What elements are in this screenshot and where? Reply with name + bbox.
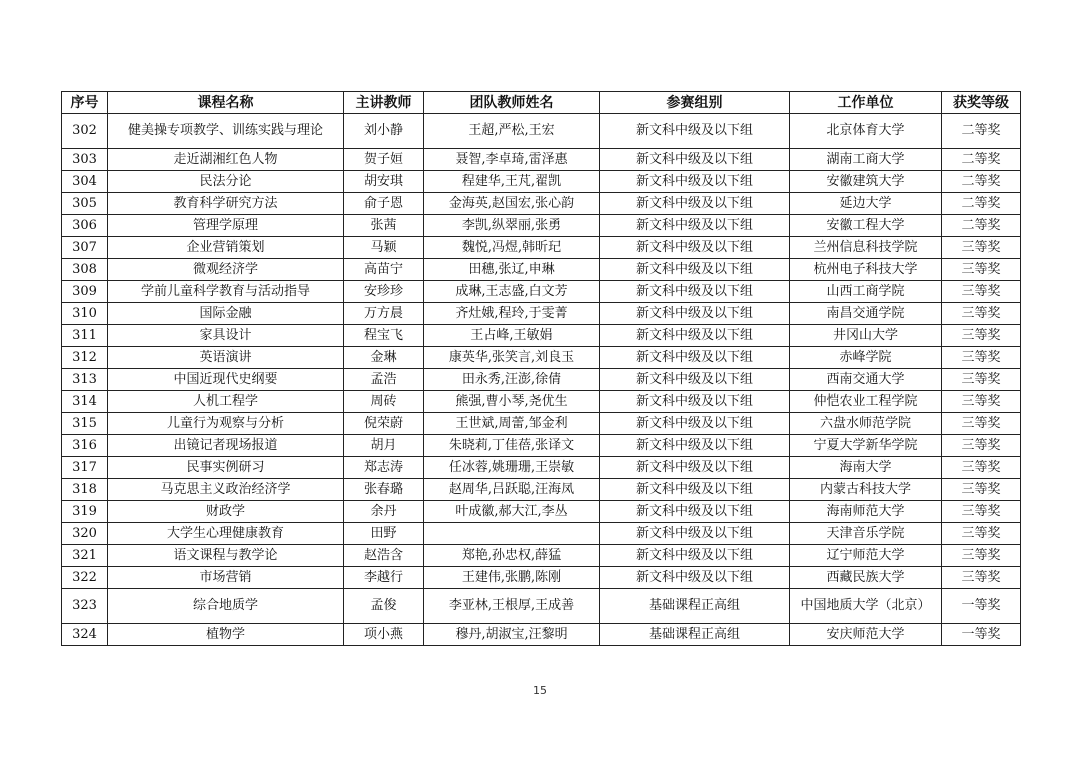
- cell-lead-teacher: 安珍珍: [344, 281, 424, 303]
- cell-lead-teacher: 余丹: [344, 501, 424, 523]
- cell-team-teachers: 任冰蓉,姚珊珊,王崇敏: [424, 457, 600, 479]
- cell-award-level: 二等奖: [942, 149, 1021, 171]
- cell-institution: 安庆师范大学: [790, 624, 942, 646]
- cell-institution: 海南大学: [790, 457, 942, 479]
- cell-index: 311: [62, 325, 108, 347]
- table-header-row: [62, 92, 1021, 114]
- cell-team-teachers: 程建华,王芃,翟凯: [424, 171, 600, 193]
- cell-group: 新文科中级及以下组: [600, 281, 790, 303]
- cell-index: 304: [62, 171, 108, 193]
- cell-group: 基础课程正高组: [600, 624, 790, 646]
- table-row: [62, 501, 1021, 523]
- cell-course-name: 英语演讲: [108, 347, 344, 369]
- cell-institution: 安徽建筑大学: [790, 171, 942, 193]
- cell-index: 307: [62, 237, 108, 259]
- cell-lead-teacher: 贺子姮: [344, 149, 424, 171]
- cell-award-level: 二等奖: [942, 215, 1021, 237]
- cell-lead-teacher: 高苗宁: [344, 259, 424, 281]
- cell-course-name: 教育科学研究方法: [108, 193, 344, 215]
- cell-index: 309: [62, 281, 108, 303]
- cell-award-level: 三等奖: [942, 325, 1021, 347]
- cell-course-name: 管理学原理: [108, 215, 344, 237]
- cell-team-teachers: 成琳,王志盛,白文芳: [424, 281, 600, 303]
- header-col-index: 序号: [62, 92, 108, 114]
- cell-index: 314: [62, 391, 108, 413]
- cell-institution: 内蒙古科技大学: [790, 479, 942, 501]
- cell-team-teachers: 魏悦,冯煜,韩昕玘: [424, 237, 600, 259]
- cell-course-name: 财政学: [108, 501, 344, 523]
- cell-group: 新文科中级及以下组: [600, 215, 790, 237]
- cell-award-level: 三等奖: [942, 545, 1021, 567]
- cell-index: 324: [62, 624, 108, 646]
- cell-team-teachers: 康英华,张笑言,刘良玉: [424, 347, 600, 369]
- cell-course-name: 民法分论: [108, 171, 344, 193]
- table-row: [62, 237, 1021, 259]
- cell-institution: 天津音乐学院: [790, 523, 942, 545]
- cell-course-name: 民事实例研习: [108, 457, 344, 479]
- cell-group: 新文科中级及以下组: [600, 114, 790, 149]
- cell-course-name: 走近湖湘红色人物: [108, 149, 344, 171]
- cell-institution: 湖南工商大学: [790, 149, 942, 171]
- cell-group: 新文科中级及以下组: [600, 347, 790, 369]
- cell-group: 新文科中级及以下组: [600, 303, 790, 325]
- cell-lead-teacher: 孟浩: [344, 369, 424, 391]
- cell-index: 321: [62, 545, 108, 567]
- cell-index: 310: [62, 303, 108, 325]
- cell-index: 303: [62, 149, 108, 171]
- cell-lead-teacher: 金琳: [344, 347, 424, 369]
- cell-course-name: 植物学: [108, 624, 344, 646]
- cell-institution: 兰州信息科技学院: [790, 237, 942, 259]
- table-row: [62, 369, 1021, 391]
- cell-lead-teacher: 刘小静: [344, 114, 424, 149]
- cell-course-name: 健美操专项教学、训练实践与理论: [108, 114, 344, 149]
- cell-group: 新文科中级及以下组: [600, 457, 790, 479]
- header-col-group: 参赛组别: [600, 92, 790, 114]
- cell-group: 新文科中级及以下组: [600, 545, 790, 567]
- cell-institution: 延边大学: [790, 193, 942, 215]
- cell-group: 新文科中级及以下组: [600, 325, 790, 347]
- cell-team-teachers: 齐灶娥,程玲,于雯菁: [424, 303, 600, 325]
- cell-lead-teacher: 周砖: [344, 391, 424, 413]
- table-row: [62, 391, 1021, 413]
- table-row: [62, 303, 1021, 325]
- table-row: [62, 149, 1021, 171]
- cell-award-level: 三等奖: [942, 347, 1021, 369]
- cell-award-level: 三等奖: [942, 567, 1021, 589]
- cell-course-name: 语文课程与教学论: [108, 545, 344, 567]
- cell-institution: 仲恺农业工程学院: [790, 391, 942, 413]
- table-row: [62, 589, 1021, 624]
- cell-team-teachers: 田穗,张辽,申琳: [424, 259, 600, 281]
- table-row: [62, 114, 1021, 149]
- cell-institution: 北京体育大学: [790, 114, 942, 149]
- cell-group: 新文科中级及以下组: [600, 149, 790, 171]
- cell-team-teachers: 郑艳,孙忠权,薛猛: [424, 545, 600, 567]
- cell-award-level: 三等奖: [942, 435, 1021, 457]
- cell-institution: 赤峰学院: [790, 347, 942, 369]
- cell-award-level: 三等奖: [942, 259, 1021, 281]
- table-row: [62, 624, 1021, 646]
- cell-index: 317: [62, 457, 108, 479]
- cell-lead-teacher: 赵浩含: [344, 545, 424, 567]
- cell-index: 319: [62, 501, 108, 523]
- cell-course-name: 微观经济学: [108, 259, 344, 281]
- cell-index: 315: [62, 413, 108, 435]
- table-row: [62, 347, 1021, 369]
- cell-index: 320: [62, 523, 108, 545]
- table-row: [62, 523, 1021, 545]
- cell-index: 323: [62, 589, 108, 624]
- cell-award-level: 一等奖: [942, 624, 1021, 646]
- cell-lead-teacher: 项小燕: [344, 624, 424, 646]
- table-row: [62, 215, 1021, 237]
- cell-institution: 宁夏大学新华学院: [790, 435, 942, 457]
- cell-team-teachers: 穆丹,胡淑宝,汪黎明: [424, 624, 600, 646]
- cell-award-level: 三等奖: [942, 501, 1021, 523]
- cell-course-name: 市场营销: [108, 567, 344, 589]
- cell-award-level: 三等奖: [942, 369, 1021, 391]
- cell-course-name: 人机工程学: [108, 391, 344, 413]
- cell-team-teachers: 田永秀,汪澎,徐倩: [424, 369, 600, 391]
- cell-index: 306: [62, 215, 108, 237]
- table-row: [62, 259, 1021, 281]
- cell-index: 302: [62, 114, 108, 149]
- cell-team-teachers: 叶成徽,郝大江,李丛: [424, 501, 600, 523]
- cell-course-name: 综合地质学: [108, 589, 344, 624]
- cell-index: 308: [62, 259, 108, 281]
- cell-group: 新文科中级及以下组: [600, 435, 790, 457]
- cell-lead-teacher: 程宝飞: [344, 325, 424, 347]
- cell-group: 基础课程正高组: [600, 589, 790, 624]
- cell-award-level: 三等奖: [942, 523, 1021, 545]
- cell-institution: 六盘水师范学院: [790, 413, 942, 435]
- cell-group: 新文科中级及以下组: [600, 391, 790, 413]
- cell-lead-teacher: 张春璐: [344, 479, 424, 501]
- cell-index: 305: [62, 193, 108, 215]
- cell-group: 新文科中级及以下组: [600, 567, 790, 589]
- cell-award-level: 三等奖: [942, 479, 1021, 501]
- cell-award-level: 三等奖: [942, 391, 1021, 413]
- cell-course-name: 马克思主义政治经济学: [108, 479, 344, 501]
- cell-index: 322: [62, 567, 108, 589]
- cell-group: 新文科中级及以下组: [600, 413, 790, 435]
- cell-team-teachers: 聂智,李卓琦,雷泽惠: [424, 149, 600, 171]
- cell-lead-teacher: 马颖: [344, 237, 424, 259]
- cell-group: 新文科中级及以下组: [600, 237, 790, 259]
- cell-course-name: 中国近现代史纲要: [108, 369, 344, 391]
- header-col-team-teachers: 团队教师姓名: [424, 92, 600, 114]
- cell-group: 新文科中级及以下组: [600, 259, 790, 281]
- cell-lead-teacher: 郑志涛: [344, 457, 424, 479]
- cell-course-name: 儿童行为观察与分析: [108, 413, 344, 435]
- cell-award-level: 三等奖: [942, 413, 1021, 435]
- cell-team-teachers: 王世斌,周蕾,邹金利: [424, 413, 600, 435]
- cell-lead-teacher: 胡月: [344, 435, 424, 457]
- table-row: [62, 545, 1021, 567]
- cell-course-name: 大学生心理健康教育: [108, 523, 344, 545]
- cell-course-name: 家具设计: [108, 325, 344, 347]
- cell-institution: 南昌交通学院: [790, 303, 942, 325]
- cell-institution: 西藏民族大学: [790, 567, 942, 589]
- cell-institution: 安徽工程大学: [790, 215, 942, 237]
- cell-course-name: 出镜记者现场报道: [108, 435, 344, 457]
- cell-lead-teacher: 万方晨: [344, 303, 424, 325]
- cell-lead-teacher: 胡安琪: [344, 171, 424, 193]
- cell-team-teachers: [424, 523, 600, 545]
- cell-award-level: 二等奖: [942, 193, 1021, 215]
- cell-lead-teacher: 田野: [344, 523, 424, 545]
- cell-group: 新文科中级及以下组: [600, 501, 790, 523]
- cell-institution: 杭州电子科技大学: [790, 259, 942, 281]
- cell-institution: 井冈山大学: [790, 325, 942, 347]
- cell-group: 新文科中级及以下组: [600, 523, 790, 545]
- awards-table: [61, 91, 1021, 646]
- table-row: [62, 171, 1021, 193]
- cell-course-name: 学前儿童科学教育与活动指导: [108, 281, 344, 303]
- cell-course-name: 企业营销策划: [108, 237, 344, 259]
- header-col-course-name: 课程名称: [108, 92, 344, 114]
- cell-institution: 西南交通大学: [790, 369, 942, 391]
- cell-award-level: 三等奖: [942, 303, 1021, 325]
- table-row: [62, 479, 1021, 501]
- table-row: [62, 435, 1021, 457]
- cell-lead-teacher: 李越行: [344, 567, 424, 589]
- cell-team-teachers: 王占峰,王敏娟: [424, 325, 600, 347]
- cell-team-teachers: 李亚林,王根厚,王成善: [424, 589, 600, 624]
- cell-award-level: 二等奖: [942, 114, 1021, 149]
- cell-lead-teacher: 张茜: [344, 215, 424, 237]
- page-number: 15: [533, 684, 547, 697]
- cell-team-teachers: 赵周华,吕跃聪,汪海凤: [424, 479, 600, 501]
- cell-index: 318: [62, 479, 108, 501]
- cell-group: 新文科中级及以下组: [600, 171, 790, 193]
- cell-group: 新文科中级及以下组: [600, 369, 790, 391]
- cell-team-teachers: 熊强,曹小琴,尧优生: [424, 391, 600, 413]
- cell-course-name: 国际金融: [108, 303, 344, 325]
- cell-group: 新文科中级及以下组: [600, 479, 790, 501]
- cell-institution: 山西工商学院: [790, 281, 942, 303]
- cell-team-teachers: 金海英,赵国宏,张心韵: [424, 193, 600, 215]
- cell-index: 313: [62, 369, 108, 391]
- cell-team-teachers: 朱晓莉,丁佳蓓,张译文: [424, 435, 600, 457]
- cell-institution: 海南师范大学: [790, 501, 942, 523]
- table-row: [62, 325, 1021, 347]
- header-col-award-level: 获奖等级: [942, 92, 1021, 114]
- table-body: [62, 114, 1021, 646]
- cell-institution: 辽宁师范大学: [790, 545, 942, 567]
- cell-team-teachers: 王建伟,张鹏,陈刚: [424, 567, 600, 589]
- table-row: [62, 193, 1021, 215]
- table-row: [62, 567, 1021, 589]
- cell-award-level: 三等奖: [942, 281, 1021, 303]
- cell-team-teachers: 李凯,纵翠丽,张勇: [424, 215, 600, 237]
- header-col-institution: 工作单位: [790, 92, 942, 114]
- cell-group: 新文科中级及以下组: [600, 193, 790, 215]
- table-row: [62, 457, 1021, 479]
- cell-institution: 中国地质大学（北京）: [790, 589, 942, 624]
- cell-award-level: 三等奖: [942, 237, 1021, 259]
- cell-index: 316: [62, 435, 108, 457]
- cell-team-teachers: 王超,严松,王宏: [424, 114, 600, 149]
- cell-lead-teacher: 孟俊: [344, 589, 424, 624]
- cell-lead-teacher: 倪荣蔚: [344, 413, 424, 435]
- cell-award-level: 二等奖: [942, 171, 1021, 193]
- cell-index: 312: [62, 347, 108, 369]
- table-row: [62, 281, 1021, 303]
- cell-lead-teacher: 俞子恩: [344, 193, 424, 215]
- cell-award-level: 三等奖: [942, 457, 1021, 479]
- cell-award-level: 一等奖: [942, 589, 1021, 624]
- table-row: [62, 413, 1021, 435]
- header-col-lead-teacher: 主讲教师: [344, 92, 424, 114]
